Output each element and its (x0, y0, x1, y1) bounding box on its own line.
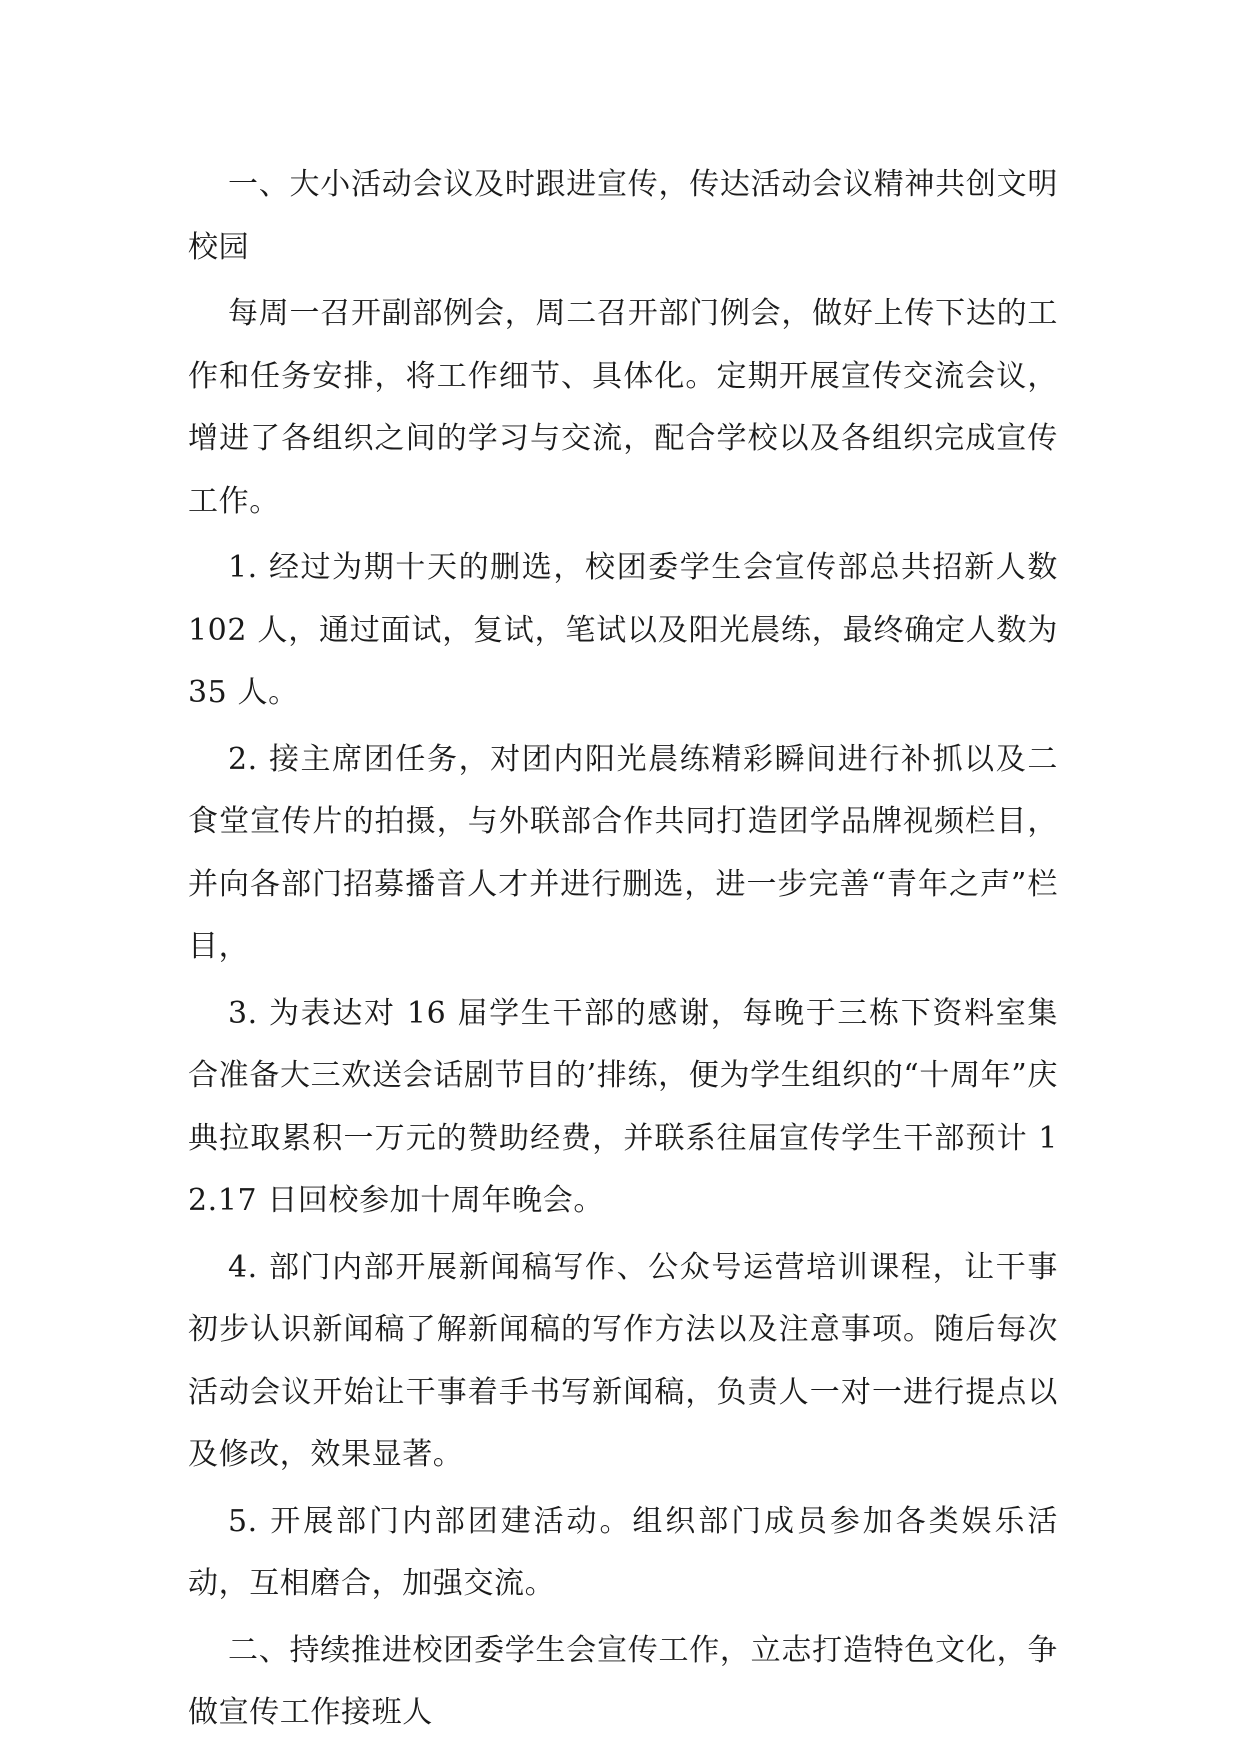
list-item-1: 1. 经过为期十天的删选，校团委学生会宣传部总共招新人数 102 人，通过面试，复试，笔试以及阳光晨练，最终确定人数为 35 人。 (188, 550, 1058, 710)
section-heading-1: 一、大小活动会议及时跟进宣传，传达活动会议精神共创文明校园 (188, 167, 1058, 265)
paragraph-meetings: 每周一召开副部例会，周二召开部门例会，做好上传下达的工作和任务安排，将工作细节、具体化。定期开展宣传交流会议，增进了各组织之间的学习与交流，配合学校以及各组织完成宣传工作。 (188, 296, 1058, 519)
section-heading-2: 二、持续推进校团委学生会宣传工作，立志打造特色文化，争做宣传工作接班人 (188, 1632, 1058, 1730)
list-item-4: 4. 部门内部开展新闻稿写作、公众号运营培训课程，让干事初步认识新闻稿了解新闻稿的写作方法以及注意事项。随后每次活动会议开始让干事着手书写新闻稿，负责人一对一进行提点以及修改，效果显著。 (188, 1249, 1058, 1472)
list-item-2: 2. 接主席团任务，对团内阳光晨练精彩瞬间进行补抓以及二食堂宣传片的拍摄，与外联部合作共同打造团学品牌视频栏目，并向各部门招募播音人才并进行删选，进一步完善“青年之声”栏目， (188, 741, 1058, 964)
list-item-3: 3. 为表达对 16 届学生干部的感谢，每晚于三栋下资料室集合准备大三欢送会话剧节目的’排练，便为学生组织的“十周年”庆典拉取累积一万元的赞助经费，并联系往届宣传学生干部预计 12.17 日回校参加十周年晚会。 (188, 995, 1058, 1218)
list-item-5: 5. 开展部门内部团建活动。组织部门成员参加各类娱乐活动，互相磨合，加强交流。 (188, 1503, 1058, 1601)
document-body (188, 154, 1058, 1749)
